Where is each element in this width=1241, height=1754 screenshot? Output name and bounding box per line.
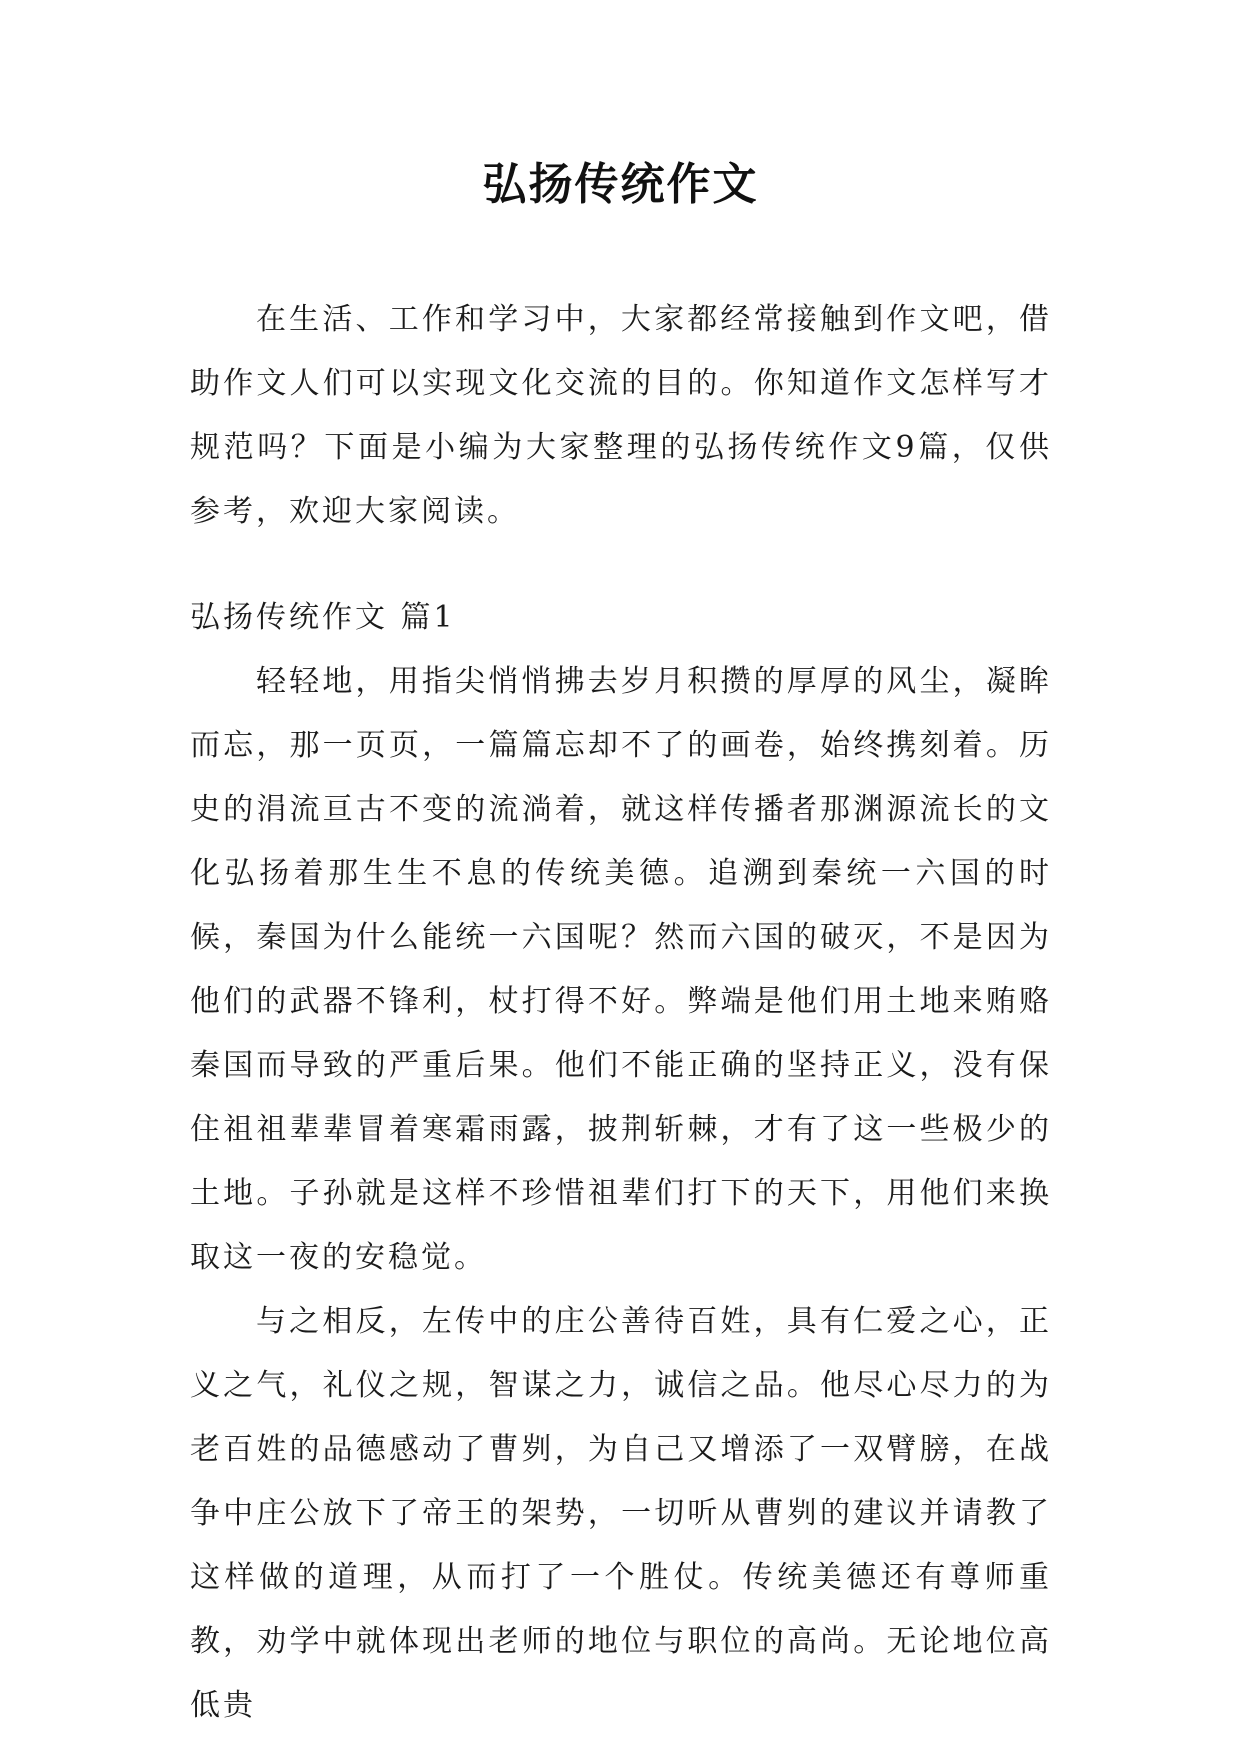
essay-section-1	[190, 586, 1052, 1738]
document-body	[190, 288, 1052, 1738]
intro-paragraph: 在生活、工作和学习中，大家都经常接触到作文吧，借助作文人们可以实现文化交流的目的。你知道作文怎样写才规范吗？下面是小编为大家整理的弘扬传统作文9篇，仅供参考，欢迎大家阅读。	[190, 302, 1052, 529]
document-title: 弘扬传统作文	[482, 159, 759, 210]
section-paragraph-2: 与之相反，左传中的庄公善待百姓，具有仁爱之心，正义之气，礼仪之规，智谋之力，诚信之品。他尽心尽力的为老百姓的品德感动了曹刿，为自己又增添了一双臂膀，在战争中庄公放下了帝王的架势，一切听从曹刿的建议并请教了这样做的道理，从而打了一个胜仗。传统美德还有尊师重教，劝学中就体现出老师的地位与职位的高尚。无论地位高低贵	[190, 1304, 1052, 1723]
section-paragraph-1: 轻轻地，用指尖悄悄拂去岁月积攒的厚厚的风尘，凝眸而忘，那一页页，一篇篇忘却不了的画卷，始终携刻着。历史的涓流亘古不变的流淌着，就这样传播者那渊源流长的文化弘扬着那生生不息的传统美德。追溯到秦统一六国的时候，秦国为什么能统一六国呢？然而六国的破灭，不是因为他们的武器不锋利，杖打得不好。弊端是他们用土地来贿赂秦国而导致的严重后果。他们不能正确的坚持正义，没有保住祖祖辈辈冒着寒霜雨露，披荆斩棘，才有了这一些极少的土地。子孙就是这样不珍惜祖辈们打下的天下，用他们来换取这一夜的安稳觉。	[190, 664, 1052, 1275]
section-heading: 弘扬传统作文 篇1	[190, 600, 456, 635]
